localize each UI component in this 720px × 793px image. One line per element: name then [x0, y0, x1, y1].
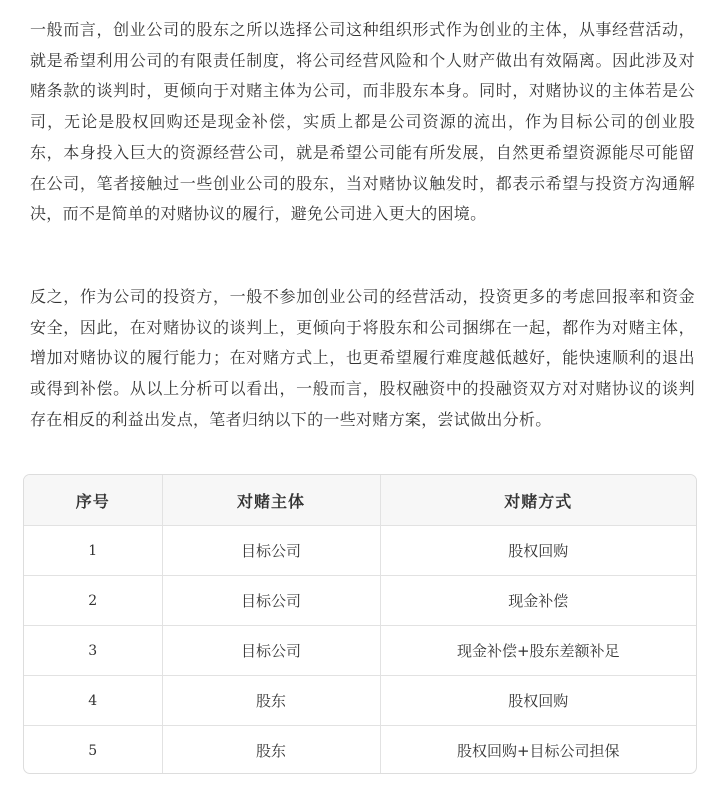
cell-method: 现金补偿 — [380, 576, 696, 626]
cell-subject: 目标公司 — [162, 526, 380, 576]
betting-scheme-table — [23, 474, 697, 774]
table-body — [24, 526, 696, 775]
paragraph-1: 一般而言，创业公司的股东之所以选择公司这种组织形式作为创业的主体，从事经营活动，就是希望利用公司的有限责任制度，将公司经营风险和个人财产做出有效隔离。因此涉及对赌条款的谈判时，更倾向于对赌主体为公司，而非股东本身。同时，对赌协议的主体若是公司，无论是股权回购还是现金补偿，实质上都是公司资源的流出，作为目标公司的创业股东，本身投入巨大的资源经营公司，就是希望公司能有所发展，自然更希望资源能尽可能留在公司，笔者接触过一些创业公司的股东，当对赌协议触发时，都表示希望与投资方沟通解决，而不是简单的对赌协议的履行，避免公司进入更大的困境。 — [30, 20, 695, 224]
table-row — [24, 676, 696, 726]
cell-subject: 股东 — [162, 726, 380, 775]
table-row — [24, 526, 696, 576]
table-header-row — [24, 475, 696, 526]
cell-method: 现金补偿+股东差额补足 — [380, 626, 696, 676]
cell-subject: 股东 — [162, 676, 380, 726]
table-header — [24, 475, 696, 526]
cell-subject: 目标公司 — [162, 626, 380, 676]
scheme-table — [24, 475, 696, 774]
cell-index: 3 — [24, 626, 162, 676]
cell-method: 股权回购+目标公司担保 — [456, 742, 620, 760]
cell-method: 股权回购 — [380, 526, 696, 576]
cell-method: 股权回购 — [380, 676, 696, 726]
table-row — [24, 576, 696, 626]
header-subject: 对赌主体 — [162, 475, 380, 526]
cell-index: 4 — [24, 676, 162, 726]
header-method: 对赌方式 — [380, 475, 696, 526]
table-row — [24, 626, 696, 676]
cell-index: 5 — [24, 726, 162, 775]
table-row — [24, 726, 696, 775]
header-index: 序号 — [24, 475, 162, 526]
paragraph-2: 反之，作为公司的投资方，一般不参加创业公司的经营活动，投资更多的考虑回报率和资金安全，因此，在对赌协议的谈判上，更倾向于将股东和公司捆绑在一起，都作为对赌主体，增加对赌协议的履行能力；在对赌方式上，也更希望履行难度越低越好，能快速顺利的退出或得到补偿。从以上分析可以看出，一般而言，股权融资中的投融资双方对对赌协议的谈判存在相反的利益出发点，笔者归纳以下的一些对赌方案，尝试做出分析。 — [30, 287, 695, 429]
cell-index: 1 — [24, 526, 162, 576]
cell-index: 2 — [24, 576, 162, 626]
cell-subject: 目标公司 — [162, 576, 380, 626]
